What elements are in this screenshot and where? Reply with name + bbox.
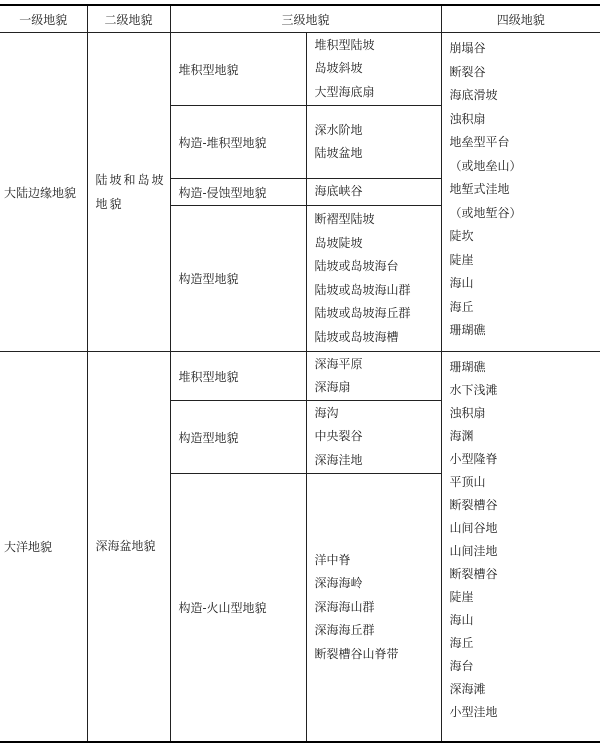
list-item: 珊瑚礁 xyxy=(449,360,486,374)
list-item: 陆坡盆地 xyxy=(314,146,363,160)
list-item: 海沟 xyxy=(314,405,339,420)
level3-name: 构造型地貌 xyxy=(170,206,306,352)
list-item: 海山 xyxy=(449,276,474,290)
list-item: 珊瑚礁 xyxy=(449,323,486,337)
list-item: 陡崖 xyxy=(449,590,474,604)
list-item: 海底滑坡 xyxy=(449,88,498,102)
list-item: 中央裂谷 xyxy=(314,429,363,444)
list-item: 陡坎 xyxy=(449,229,474,243)
level3-items xyxy=(306,401,441,474)
list-item: 小型隆脊 xyxy=(449,452,498,466)
list-item: 海底峡谷 xyxy=(314,184,363,199)
list-item: 深海洼地 xyxy=(314,452,363,467)
list-item: 陆坡或岛坡海丘群 xyxy=(314,306,411,320)
level4-cell xyxy=(441,33,600,352)
level2-cell xyxy=(87,33,170,352)
list-item: 陆坡或岛坡海槽 xyxy=(314,329,399,344)
list-item: 海渊 xyxy=(449,429,474,443)
list-item: 深水阶地 xyxy=(314,122,363,137)
header-level4: 四级地貌 xyxy=(441,5,600,33)
table-row xyxy=(0,352,600,401)
header-row xyxy=(0,5,600,33)
level3-name: 构造-侵蚀型地貌 xyxy=(170,179,306,206)
list-item: 地垒型平台 xyxy=(449,135,510,149)
list-item: 深海滩 xyxy=(449,682,486,696)
list-item: 岛坡陡坡 xyxy=(314,235,363,250)
level4-cell xyxy=(441,352,600,742)
list-item: 陆坡或岛坡海山群 xyxy=(314,282,411,297)
list-item: 深海海山群 xyxy=(314,599,375,614)
level3-items xyxy=(306,352,441,401)
level3-name: 构造-堆积型地貌 xyxy=(170,106,306,179)
level3-name: 构造-火山型地貌 xyxy=(170,474,306,742)
list-item: 洋中脊 xyxy=(314,552,351,567)
list-item: 小型洼地 xyxy=(449,705,498,719)
table-row xyxy=(0,33,600,106)
list-item: 断褶型陆坡 xyxy=(314,212,375,226)
list-item: 深海平原 xyxy=(314,356,363,371)
level1-cell: 大洋地貌 xyxy=(0,352,87,742)
list-item: 山间洼地 xyxy=(449,544,498,558)
list-item: 山间谷地 xyxy=(449,521,498,535)
list-item: 断裂槽谷 xyxy=(449,567,498,581)
list-item: 地堑式洼地 xyxy=(449,182,510,196)
level3-items xyxy=(306,33,441,106)
level3-items xyxy=(306,106,441,179)
level1-cell: 大陆边缘地貌 xyxy=(0,33,87,352)
list-item: 断裂槽谷 xyxy=(449,498,498,512)
header-level2: 二级地貌 xyxy=(87,5,170,33)
level2-label: 陆坡和岛坡地貌 xyxy=(95,173,166,211)
landform-classification-table xyxy=(0,4,600,743)
list-item: 岛坡斜坡 xyxy=(314,61,363,76)
list-item: 浊积扇 xyxy=(449,406,486,420)
list-item: 海丘 xyxy=(449,636,474,650)
level3-items xyxy=(306,179,441,206)
list-item: 浊积扇 xyxy=(449,111,486,126)
list-item: 大型海底扇 xyxy=(314,84,375,99)
level3-name: 堆积型地貌 xyxy=(170,352,306,401)
level3-name: 堆积型地貌 xyxy=(170,33,306,106)
list-item: 深海海丘群 xyxy=(314,623,375,637)
list-item: 海山 xyxy=(449,613,474,627)
list-item: 断裂槽谷山脊带 xyxy=(314,646,399,661)
list-item: 海丘 xyxy=(449,299,474,314)
list-item: 深海扇 xyxy=(314,380,351,394)
list-item: 断裂谷 xyxy=(449,64,486,79)
list-item: 水下浅滩 xyxy=(449,383,498,397)
level3-name: 构造型地貌 xyxy=(170,401,306,474)
level3-items xyxy=(306,474,441,742)
level3-items xyxy=(306,206,441,352)
list-item: （或地堑谷） xyxy=(449,205,522,220)
level2-cell xyxy=(87,352,170,742)
level2-label: 深海盆地貌 xyxy=(95,539,156,554)
list-item: 陆坡或岛坡海台 xyxy=(314,259,399,273)
list-item: 堆积型陆坡 xyxy=(314,37,375,52)
list-item: 崩塌谷 xyxy=(449,41,486,55)
list-item: （或地垒山） xyxy=(449,158,522,173)
list-item: 陡崖 xyxy=(449,252,474,267)
list-item: 平顶山 xyxy=(449,475,486,489)
list-item: 海台 xyxy=(449,659,474,673)
header-level1: 一级地貌 xyxy=(0,5,87,33)
list-item: 深海海岭 xyxy=(314,576,363,590)
header-level3: 三级地貌 xyxy=(170,5,441,33)
